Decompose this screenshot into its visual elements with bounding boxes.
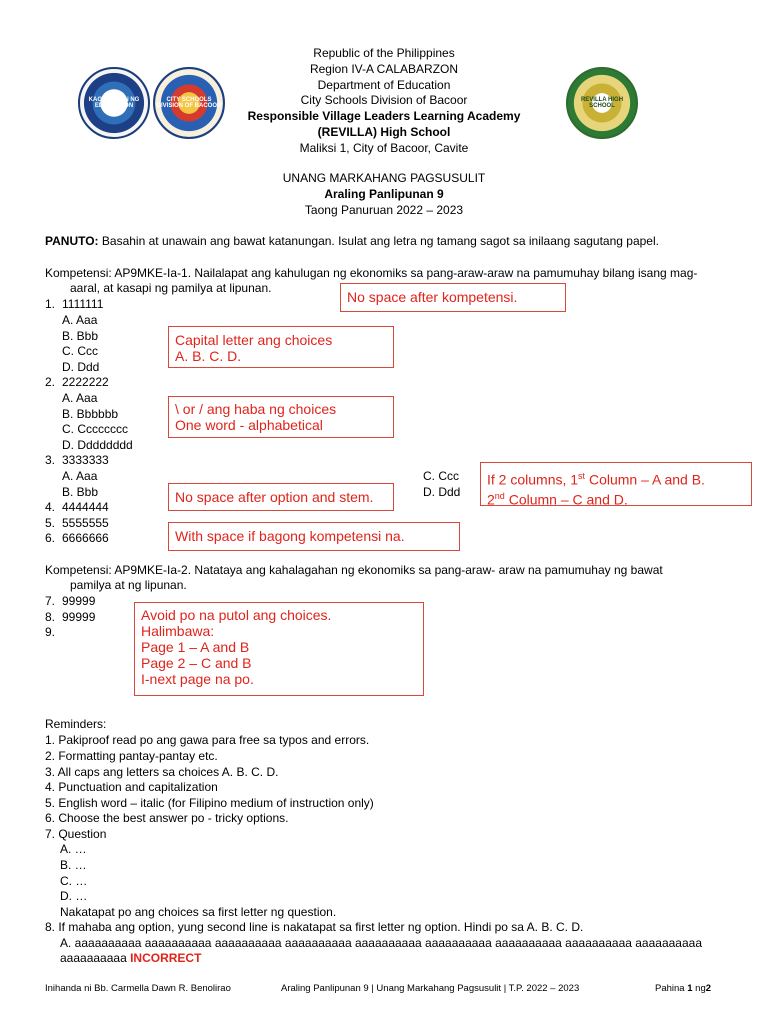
- question-number: 3.: [45, 453, 56, 467]
- reminder-item: 5. English word – italic (for Filipino medium of instruction only): [45, 796, 374, 810]
- reminder-item: 3. All caps ang letters sa choices A. B. C. D.: [45, 765, 279, 779]
- note-no-space-after-option: No space after option and stem.: [168, 483, 394, 511]
- question-stem: 3333333: [62, 453, 109, 467]
- example-option-line-1: A. aaaaaaaaaa aaaaaaaaaa aaaaaaaaaa aaaaaaaaaa aaaaaaaaaa aaaaaaaaaa aaaaaaaaaa aaaaaaaaaa aaaaaaaaaa: [60, 936, 702, 950]
- header-line-4: City Schools Division of Bacoor: [300, 93, 468, 107]
- reminder-item: 4. Punctuation and capitalization: [45, 780, 218, 794]
- kompetensi-2-line-2: pamilya at ng lipunan.: [70, 578, 187, 592]
- note-capital-letter-choices: Capital letter ang choices A. B. C. D.: [168, 326, 394, 368]
- question-number: 6.: [45, 531, 56, 545]
- choice: C. Ccc: [62, 344, 98, 358]
- note-avoid-split-choices: Avoid po na putol ang choices. Halimbawa: Page 1 – A and B Page 2 – C and B I-next page na po.: [134, 602, 424, 696]
- question-number: 2.: [45, 375, 56, 389]
- question-stem: 99999: [62, 594, 96, 608]
- incorrect-label: INCORRECT: [130, 951, 202, 965]
- note-no-space-after-kompetensi: No space after kompetensi.: [340, 283, 566, 312]
- panuto: [45, 234, 659, 249]
- question-stem: 4444444: [62, 500, 109, 514]
- choice: A. Aaa: [62, 313, 98, 327]
- exam-title: UNANG MARKAHANG PAGSUSULIT: [282, 171, 486, 185]
- sample-choice: D. …: [60, 889, 88, 903]
- question-stem: 6666666: [62, 531, 109, 545]
- question-number: 4.: [45, 500, 56, 514]
- choice: B. Bbb: [62, 329, 99, 343]
- question-number: 5.: [45, 516, 56, 530]
- header-line-2: Region IV-A CALABARZON: [309, 62, 459, 76]
- reminders-title: Reminders:: [45, 717, 107, 731]
- school-address: Maliksi 1, City of Bacoor, Cavite: [299, 141, 469, 155]
- reminder-item: 1. Pakiproof read po ang gawa para free sa typos and errors.: [45, 733, 370, 747]
- panuto-text: Basahin at unawain ang bawat katanungan. Isulat ang letra ng tamang sagot sa inilaang sagutang papel.: [101, 234, 659, 248]
- question-stem: 5555555: [62, 516, 109, 530]
- choice: A. Aaa: [62, 391, 98, 405]
- choice: C. Ccc: [423, 469, 459, 483]
- panuto-label: PANUTO:: [45, 234, 99, 248]
- choice: D. Ddd: [423, 485, 461, 499]
- question-stem: 2222222: [62, 375, 109, 389]
- sample-choice: A. …: [60, 842, 87, 856]
- footer-page: Pahina 1 ng2: [655, 983, 712, 994]
- subject-title: Araling Panlipunan 9: [324, 187, 444, 201]
- school-year: Taong Panuruan 2022 – 2023: [304, 203, 464, 217]
- kompetensi-1-line-2: aaral, at kasapi ng pamilya at lipunan.: [70, 281, 272, 295]
- header-line-1: Republic of the Philippines: [313, 46, 455, 60]
- footer-author: Inihanda ni Bb. Carmella Dawn R. Benolirao: [45, 983, 231, 994]
- school-seal-logo: REVILLA HIGH SCHOOL: [566, 67, 638, 139]
- reminder-item: 7. Question: [45, 827, 107, 841]
- question-number: 7.: [45, 594, 56, 608]
- note-choice-length: \ or / ang haba ng choices One word - alphabetical: [168, 396, 394, 438]
- choice: B. Bbbbbb: [62, 407, 119, 421]
- choice: D. Ddd: [62, 360, 100, 374]
- question-number: 8.: [45, 610, 56, 624]
- choice: A. Aaa: [62, 469, 98, 483]
- reminder-item: 2. Formatting pantay-pantay etc.: [45, 749, 218, 763]
- school-name: Responsible Village Leaders Learning Academy: [247, 109, 521, 123]
- school-name-2: (REVILLA) High School: [317, 125, 451, 139]
- sample-choice: C. …: [60, 874, 88, 888]
- choice: C. Cccccccc: [62, 422, 128, 436]
- kompetensi-1-line-1: Kompetensi: AP9MKE-Ia-1. Nailalapat ang kahulugan ng ekonomiks sa pang-araw-araw na pamumuhay bilang isang mag-: [45, 266, 698, 280]
- example-option-line-2: aaaaaaaaaa INCORRECT: [60, 951, 202, 965]
- choice: B. Bbb: [62, 485, 99, 499]
- note-space-new-kompetensi: With space if bagong kompetensi na.: [168, 522, 460, 551]
- note-two-columns: If 2 columns, 1st Column – A and B. 2nd Column – C and D.: [480, 462, 752, 506]
- deped-seal-logo: KAGAWARAN NG EDUKASYON: [78, 67, 150, 139]
- reminder-item: 6. Choose the best answer po - tricky options.: [45, 811, 289, 825]
- question-stem: 99999: [62, 610, 96, 624]
- alignment-note: Nakatapat po ang choices sa first letter ng question.: [60, 905, 337, 919]
- sample-choice: B. …: [60, 858, 87, 872]
- kompetensi-2-line-1: Kompetensi: AP9MKE-Ia-2. Natataya ang kahalagahan ng ekonomiks sa pang-araw- araw na pamumuhay ng bawat: [45, 563, 663, 577]
- division-seal-logo: CITY SCHOOLS DIVISION OF BACOOR: [153, 67, 225, 139]
- header-line-3: Department of Education: [317, 78, 451, 92]
- question-stem: 1111111: [62, 297, 104, 311]
- footer-title: Araling Panlipunan 9 | Unang Markahang Pagsusulit | T.P. 2022 – 2023: [281, 983, 580, 994]
- question-number: 9.: [45, 625, 56, 639]
- choice: D. Dddddddd: [62, 438, 133, 452]
- reminder-item: 8. If mahaba ang option, yung second line is nakatapat sa first letter ng option. Hindi po sa A. B. C. D.: [45, 920, 584, 934]
- question-number: 1.: [45, 297, 56, 311]
